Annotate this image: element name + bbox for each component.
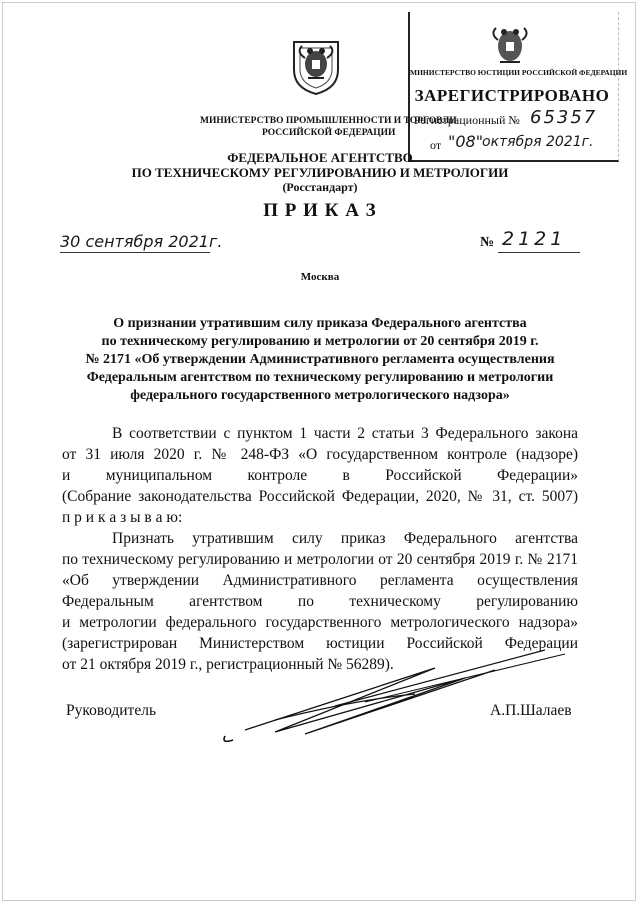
order-number: 2121 (502, 228, 567, 250)
para2-line-4: Федеральным агентством по техническому регулированию (62, 593, 578, 610)
stamp-date-day: "08" (448, 132, 484, 151)
stamp-date-label: от (430, 138, 442, 152)
stamp-status: ЗАРЕГИСТРИРОВАНО (414, 86, 610, 105)
city: Москва (300, 271, 340, 283)
title-line-5: федерального государственного метрологического надзора» (130, 388, 510, 403)
stamp-reg-number: 65357 (530, 107, 598, 128)
para2-line-1: Признать утратившим силу приказ Федерального агентства (112, 530, 578, 547)
order-number-underline (498, 252, 580, 253)
title-line-3: № 2171 «Об утверждении Административного регламента осуществления (85, 352, 555, 367)
document-type: П Р И К А З (263, 200, 377, 221)
para2-line-2: по техническому регулированию и метрологии от 20 сентября 2019 г. № 2171 (62, 551, 578, 568)
agency-line1: ФЕДЕРАЛЬНОЕ АГЕНТСТВО (227, 150, 413, 165)
stamp-reg-label: Регистрационный № (414, 113, 520, 127)
order-date-underline (60, 252, 210, 253)
title-line-4: Федеральным агентством по техническому регулированию и метрологии (86, 370, 554, 385)
para1-line-2: от 31 июля 2020 г. № 248-ФЗ «О государственном контроле (надзоре) (62, 446, 578, 463)
para1-line-5: п р и к а з ы в а ю: (62, 509, 183, 526)
para1-line-4: (Собрание законодательства Российской Федерации, 2020, № 31, ст. 5007) (62, 488, 578, 505)
para2-line-3: «Об утверждении Административного регламента осуществления (62, 572, 578, 589)
para2-line-6: (зарегистрирован Министерством юстиции Российской Федерации (62, 635, 578, 652)
para2-line-7: от 21 октября 2019 г., регистрационный № 56289). (62, 656, 394, 673)
para1-line-1: В соответствии с пунктом 1 части 2 статьи 3 Федерального закона (112, 425, 578, 442)
ministry-line1: МИНИСТЕРСТВО ПРОМЫШЛЕННОСТИ И ТОРГОВЛИ (200, 116, 457, 126)
title-line-2: по техническому регулированию и метрологии от 20 сентября 2019 г. (101, 334, 539, 349)
stamp-date-rest: октября 2021г. (482, 134, 594, 150)
title-line-1: О признании утратившим силу приказа Федерального агентства (113, 316, 527, 331)
order-number-prefix: № (480, 235, 495, 250)
order-date: 30 сентября 2021г. (60, 232, 223, 251)
para2-line-5: и метрологии федерального государственного метрологического надзора» (62, 614, 578, 631)
stamp-coat-of-arms (488, 22, 532, 68)
coat-of-arms-emblem (286, 34, 346, 96)
signatory-role: Руководитель (66, 702, 157, 719)
agency-line2: ПО ТЕХНИЧЕСКОМУ РЕГУЛИРОВАНИЮ И МЕТРОЛОГИИ (131, 165, 509, 180)
para1-line-3: и муниципальном контроле в Российской Федерации» (62, 467, 578, 484)
handwritten-signature (215, 640, 575, 750)
ministry-line2: РОССИЙСКОЙ ФЕДЕРАЦИИ (262, 128, 396, 138)
stamp-ministry: МИНИСТЕРСТВО ЮСТИЦИИ РОССИЙСКОЙ ФЕДЕРАЦИИ (410, 68, 628, 77)
agency-short: (Росстандарт) (282, 180, 358, 194)
signatory-name: А.П.Шалаев (490, 702, 572, 719)
